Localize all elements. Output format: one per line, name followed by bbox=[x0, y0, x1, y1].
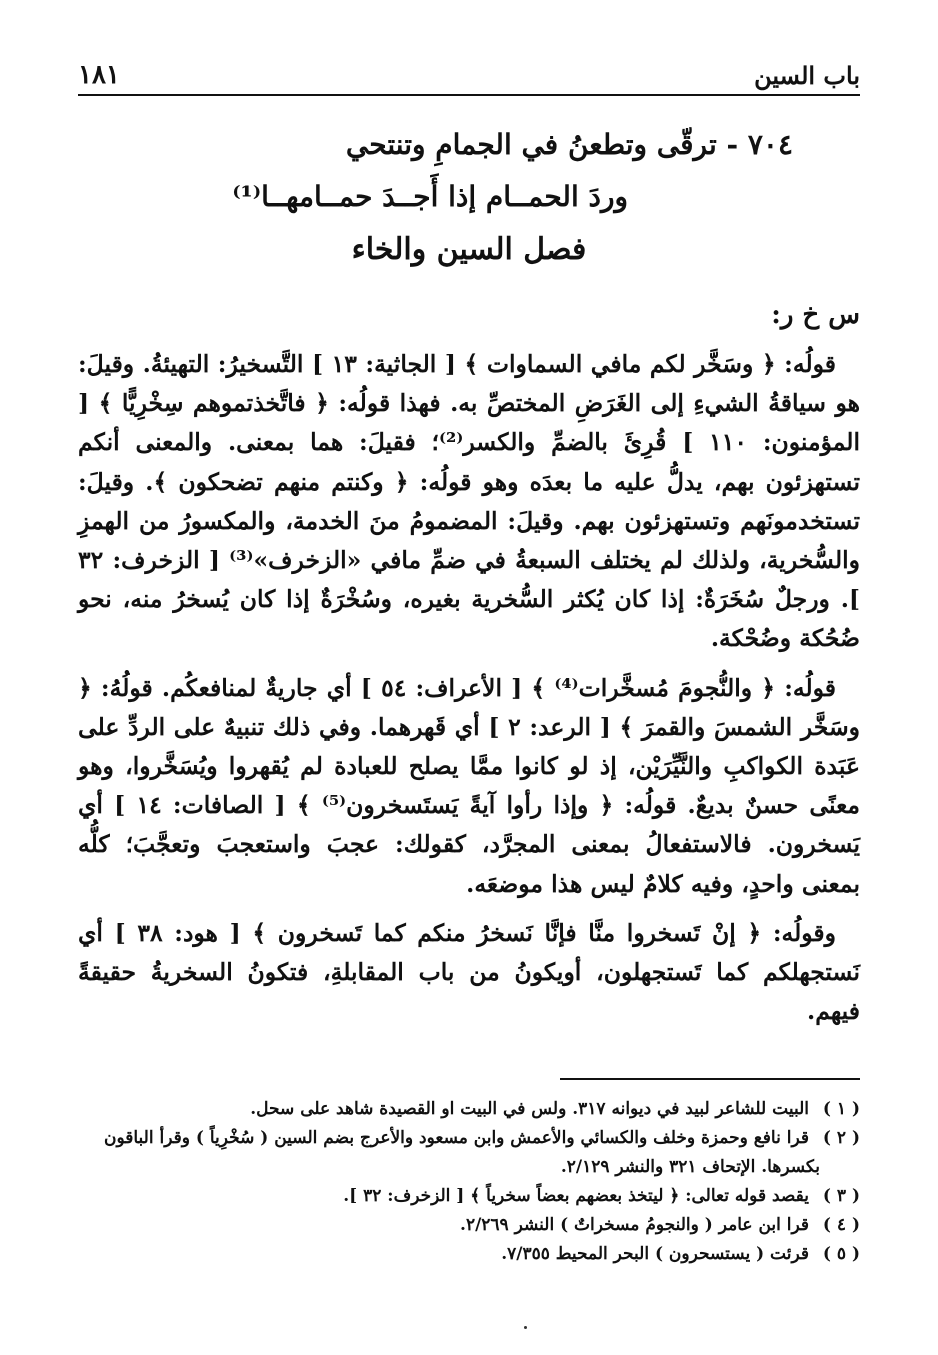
footnote-text: البيت للشاعر لبيد في ديوانه ٣١٧. ولس في البيت او القصيدة شاهد على سحل. bbox=[250, 1099, 809, 1119]
scan-speck bbox=[524, 1326, 527, 1329]
paragraph-3: وقولُه: ﴿ إنْ تَسخروا منَّا فإنَّا نَسخرُ منكم كما تَسخرون ﴾ [ هود: ٣٨ ] أي نَستجهلكم كما تَستجهلون، أويكونُ من باب المقابلةِ، فتكونُ السخريةُ حقيقةً فيهم. bbox=[78, 918, 860, 1026]
running-header bbox=[78, 52, 860, 96]
verse-line-2: وردَ الحمــام إذا أَجــدَ حمــامهــا⁽¹⁾ bbox=[232, 180, 628, 213]
page-number: ١٨١ bbox=[78, 60, 120, 90]
footnote-number: ( ١ ) bbox=[822, 1099, 860, 1119]
footnote-text: يقصد قوله تعالى: ﴿ ليتخذ بعضهم بعضاً سخرياً ﴾ [ الزخرف: ٣٢ ]. bbox=[343, 1186, 809, 1206]
root-label: س خ ر: bbox=[771, 300, 860, 330]
footnote-1 bbox=[78, 1095, 860, 1124]
footnote-number: ( ٤ ) bbox=[822, 1215, 860, 1235]
chapter-title: باب السين bbox=[754, 61, 860, 90]
footnote-4 bbox=[78, 1211, 860, 1240]
section-title: فصل السين والخاء bbox=[351, 232, 587, 267]
paragraph-1: قولُه: ﴿ وسَخَّر لكم مافي السماوات ﴾ [ الجاثية: ١٣ ] التَّسخيرُ: التهيئةُ. وقيلَ: هو سياقةُ الشيءِ إلى الغَرَضِ المختصِّ به. فهذا قولُه: ﴿ فاتَّخذتموهم سِخْرِيًّا ﴾ [ المؤمنون: ١١٠ ] قُرِئَ بالضمِّ والكسر⁽²⁾؛ فقيلَ: هما بمعنى. والمعنى أنكم تستهزئون بهم، يدلُّ عليه ما بعدَه وهو قولُه: ﴿ وكنتم منهم تضحكون ﴾. وقيلَ: تستخدمونَهم وتستهزئون بهم. وقيلَ: المضمومُ منَ الخدمة، والمكسورُ من الهمزِ والسُّخرية، ولذلك لم يختلف السبعةُ في ضمِّ مافي «الزخرف»⁽³⁾ [ الزخرف: ٣٢ ]. ورجلٌ سُخَرَةٌ: إذا كان يُكثر السُّخرية بغيره، وسُخْرَةٌ إذا كان يُسخرُ منه، نحو ضُحُكة وضُحْكة. bbox=[78, 350, 860, 653]
body-text bbox=[78, 345, 860, 1041]
footnotes bbox=[78, 1095, 860, 1269]
paragraph-2: قولُه: ﴿ والنُّجومَ مُسخَّرات⁽⁴⁾ ﴾ [ الأعراف: ٥٤ ] أي جاريةٌ لمنافعكُم. قولُهُ: ﴿ وسَخَّر الشمسَ والقمرَ ﴾ [ الرعد: ٢ ] أي قَهرهما. وفي ذلك تنبيهٌ على الردِّ على عَبَدة الكواكبِ والنَّيِّرَيْن، إذ لو كانوا ممَّا يصلح للعبادة لم يُقهروا ويُسَخَّروا، وهو معنًى حسنٌ بديعٌ. قولُه: ﴿ وإذا رأوا آيةً يَستَسخرون⁽⁵⁾ ﴾ [ الصافات: ١٤ ] أي يَسخرون. فالاستفعالُ بمعنى المجرَّد، كقولك: عجبَ واستعجبَ وتعجَّبَ؛ كلُّه بمعنى واحدٍ، وفيه كلامٌ ليس هذا موضعَه. bbox=[78, 673, 860, 898]
footnote-2 bbox=[78, 1124, 860, 1153]
verse-line-1: ٧٠٤ - ترقّى وتطعنُ في الجمامِ وتنتحي bbox=[345, 128, 793, 161]
footnote-text: قرئت ( يستسحرون ) البحر المحيط ٧/٣٥٥. bbox=[501, 1244, 809, 1264]
footnote-number: ( ٥ ) bbox=[822, 1244, 860, 1264]
footnote-text: قرا ابن عامر ( والنجومُ مسخراتٌ ) النشر ٢/٢٦٩. bbox=[460, 1215, 809, 1235]
footnote-number: ( ٢ ) bbox=[822, 1128, 860, 1148]
footnote-2-continuation: بكسرها. الإتحاف ٣٢١ والنشر ٢/١٢٩. bbox=[560, 1157, 820, 1177]
footnote-text: قرا نافع وحمزة وخلف والكسائي والأعمش وابن مسعود والأعرج بضم السين ( سُخْرِياً ) وقرأ الباقون bbox=[103, 1128, 809, 1148]
footnote-5 bbox=[78, 1240, 860, 1269]
footnote-separator bbox=[560, 1078, 860, 1080]
footnote-3 bbox=[78, 1182, 860, 1211]
footnote-number: ( ٣ ) bbox=[822, 1186, 860, 1206]
